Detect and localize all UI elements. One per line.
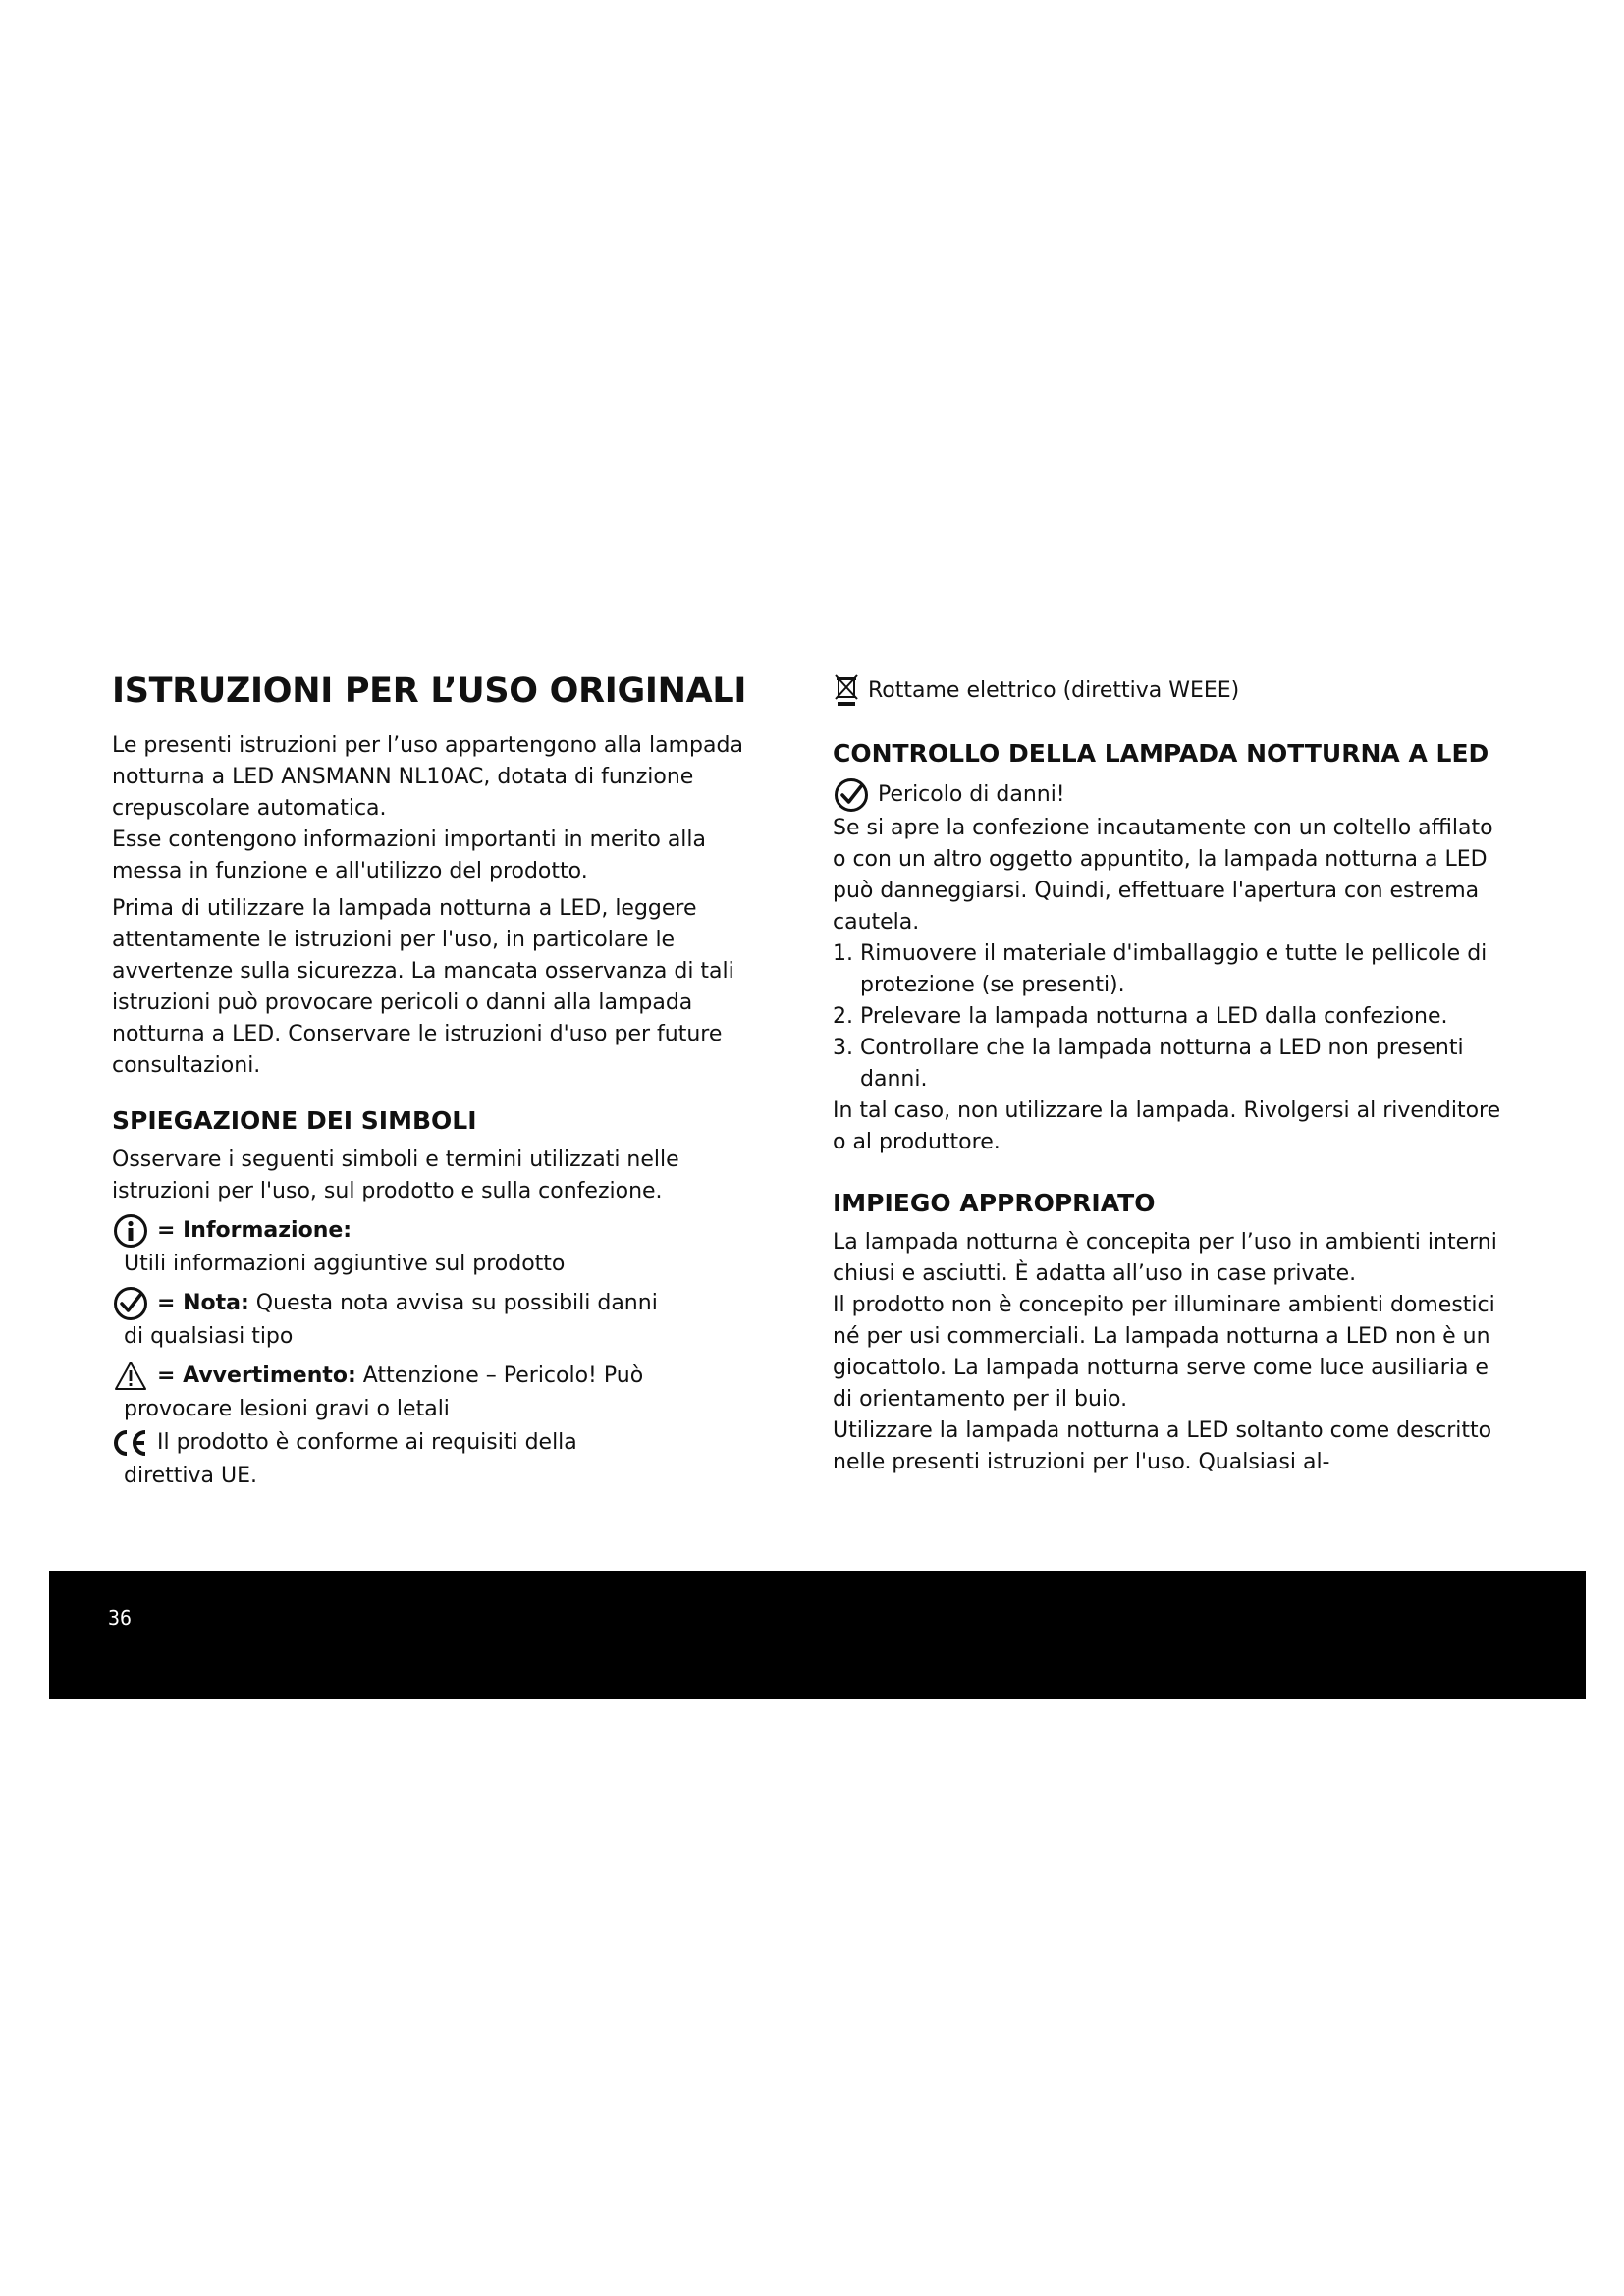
weee-bin-icon: [833, 673, 860, 709]
intro-paragraph-3: Prima di utilizzare la lampada notturna a LED, leggere attentamente le istruzioni per l'uso, in particolare le avvertenze sulla sicurezza. La mancata osservanza di tali istruzioni può provocare pericoli o danni alla lampada notturna a LED. Conservare le istruzioni d'uso per future consultazioni.: [112, 896, 734, 1078]
use-paragraph-1: La lampada notturna è concepita per l’uso in ambienti interni chiusi e asciutti. È adatta all’uso in case private.: [833, 1230, 1497, 1286]
warning-triangle-icon: [112, 1359, 149, 1394]
symbol-desc-note: di qualsiasi tipo: [124, 1324, 294, 1349]
weee-entry: [833, 673, 1510, 709]
check-heading: CONTROLLO DELLA LAMPADA NOTTURNA A LED: [833, 739, 1489, 768]
symbols-heading: SPIEGAZIONE DEI SIMBOLI: [112, 1106, 477, 1135]
page-title: ISTRUZIONI PER L’USO ORIGINALI: [112, 671, 747, 711]
ce-mark-icon: [112, 1425, 149, 1461]
check-steps-list: [833, 938, 1510, 1095]
symbol-entry-info: [112, 1213, 780, 1280]
check-circle-icon: [112, 1286, 149, 1321]
symbol-entry-note: [112, 1286, 780, 1353]
intro-paragraph-2: Esse contengono informazioni importanti in merito alla messa in funzione e all'utilizzo del prodotto.: [112, 828, 707, 883]
info-icon: [112, 1213, 149, 1249]
weee-text: Rottame elettrico (direttiva WEEE): [868, 678, 1240, 703]
use-paragraph-2: Il prodotto non è concepito per illuminare ambienti domestici né per usi commerciali. La lampada notturna a LED non è un giocattolo. La lampada notturna serve come luce ausiliaria e di orientamento per il buio.: [833, 1293, 1495, 1412]
symbol-desc-warning: provocare lesioni gravi o letali: [124, 1397, 450, 1421]
symbol-entry-warning: [112, 1359, 780, 1425]
check-circle-icon: [833, 777, 870, 813]
symbol-label-info: = Informazione:: [157, 1218, 352, 1243]
step-number: 1.: [833, 941, 853, 966]
symbol-desc-info: Utili informazioni aggiuntive sul prodotto: [124, 1252, 566, 1276]
check-warning-entry: [833, 777, 1510, 813]
list-item: [833, 1001, 1510, 1033]
check-paragraph-2: In tal caso, non utilizzare la lampada. Rivolgersi al rivenditore o al produttore.: [833, 1098, 1501, 1154]
use-heading: IMPIEGO APPROPRIATO: [833, 1189, 1156, 1217]
list-item: [833, 1033, 1510, 1095]
symbol-label-note: = Nota:: [157, 1291, 249, 1315]
step-text: Rimuovere il materiale d'imballaggio e tutte le pellicole di protezione (se presenti).: [860, 941, 1488, 997]
use-paragraph-3: Utilizzare la lampada notturna a LED soltanto come descritto nelle presenti istruzioni per l'uso. Qualsiasi al-: [833, 1418, 1492, 1474]
footer-band: [49, 1571, 1586, 1699]
step-number: 3.: [833, 1036, 853, 1060]
symbol-text-ce: Il prodotto è conforme ai requisiti della: [157, 1430, 577, 1455]
intro-paragraph-1: Le presenti istruzioni per l’uso appartengono alla lampada notturna a LED ANSMANN NL10AC, dotata di funzione crepuscolare automatica.: [112, 733, 743, 821]
right-column: [833, 656, 1510, 1478]
check-paragraph-1: Se si apre la confezione incautamente con un coltello affilato o con un altro oggetto appuntito, la lampada notturna a LED può danneggiarsi. Quindi, effettuare l'apertura con estrema cautela.: [833, 816, 1493, 934]
list-item: [833, 938, 1510, 1001]
left-column: [112, 656, 780, 1492]
check-warning-text: Pericolo di danni!: [878, 782, 1065, 807]
symbol-text-note: Questa nota avvisa su possibili danni: [248, 1291, 658, 1315]
symbol-entry-ce: [112, 1425, 780, 1492]
symbol-label-warning: = Avvertimento:: [157, 1363, 356, 1388]
step-text: Controllare che la lampada notturna a LED non presenti danni.: [860, 1036, 1464, 1092]
page-number: 36: [108, 1606, 133, 1629]
symbol-text-warning: Attenzione – Pericolo! Può: [355, 1363, 644, 1388]
step-text: Prelevare la lampada notturna a LED dalla confezione.: [860, 1004, 1448, 1029]
step-number: 2.: [833, 1004, 853, 1029]
symbols-intro: Osservare i seguenti simboli e termini utilizzati nelle istruzioni per l'uso, sul prodotto e sulla confezione.: [112, 1148, 679, 1203]
symbol-desc-ce: direttiva UE.: [124, 1464, 258, 1488]
